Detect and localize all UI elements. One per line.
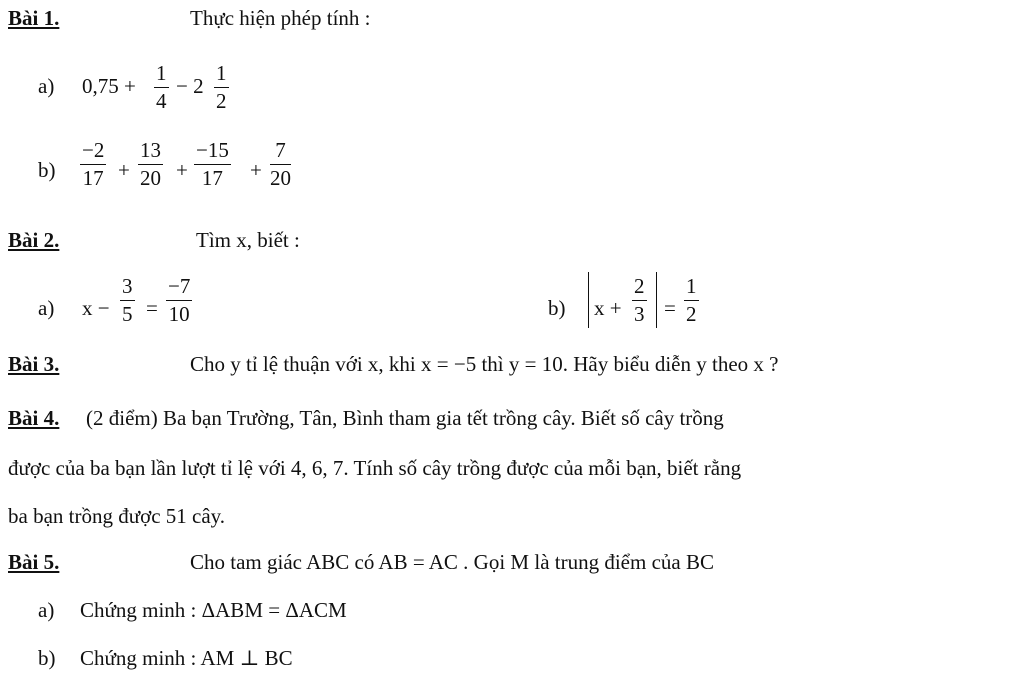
exercise-5a-text: Chứng minh : ΔABM = ΔACM [80,598,347,622]
fraction-denominator: 10 [168,302,190,326]
fraction-numerator: 2 [634,274,645,298]
fraction-numerator: −7 [168,274,191,298]
exercise-3-heading: Bài 3. [8,352,60,376]
exercise-2b-fraction-2 [684,276,699,325]
exercise-1a-expr-mid: − 2 [176,74,204,98]
exercise-1b-fraction-3 [194,140,231,189]
exercise-5-text: Cho tam giác ABC có AB = AC . Gọi M là trung điểm của BC [190,550,714,574]
fraction-numerator: 1 [156,61,167,85]
exercise-3-text: Cho y tỉ lệ thuận với x, khi x = −5 thì y = 10. Hãy biểu diễn y theo x ? [190,352,779,376]
equals-sign: = [664,296,676,320]
exercise-1-prompt: Thực hiện phép tính : [190,6,371,30]
fraction-numerator: −2 [82,138,105,162]
exercise-4-heading: Bài 4. [8,406,60,430]
fraction-numerator: 7 [275,138,286,162]
exercise-2a-lhs: x − [82,296,110,320]
fraction-denominator: 17 [82,166,104,190]
fraction-numerator: 13 [140,138,161,162]
exercise-1b-label: b) [38,158,56,182]
exercise-1b-fraction-2 [138,140,163,189]
exercise-2a-label: a) [38,296,55,320]
exercise-2a-fraction-2 [166,276,192,325]
fraction-denominator: 2 [216,89,227,113]
exercise-1-heading: Bài 1. [8,6,60,30]
exercise-2a-fraction-1 [120,276,135,325]
fraction-denominator: 20 [270,166,291,190]
fraction-denominator: 5 [122,302,133,326]
exercise-2-heading: Bài 2. [8,228,60,252]
fraction-denominator: 3 [634,302,645,326]
fraction-numerator: 3 [122,274,133,298]
absolute-value-bar-left [588,272,589,328]
exercise-5-heading: Bài 5. [8,550,60,574]
fraction-numerator: 1 [216,61,227,85]
exercise-2b-lhs: x + [594,296,622,320]
plus-operator: + [250,158,262,182]
fraction-numerator: −15 [196,138,229,162]
fraction-denominator: 17 [201,166,223,190]
exercise-1b-fraction-4 [270,140,291,189]
exercise-1a-expr-start: 0,75 + [82,74,136,98]
exercise-4-text-line-3: ba bạn trồng được 51 cây. [8,504,226,528]
fraction-denominator: 2 [686,302,697,326]
exercise-2-prompt: Tìm x, biết : [196,228,300,252]
plus-operator: + [176,158,188,182]
exercise-4-text-line-2: được của ba bạn lần lượt tỉ lệ với 4, 6, 7. Tính số cây trồng được của mỗi bạn, biết rằng [8,456,742,480]
exercise-1a-fraction-1 [154,63,169,112]
exercise-2b-fraction-1 [632,276,647,325]
exercise-2b-label: b) [548,296,566,320]
exercise-5b-label: b) [38,646,56,670]
fraction-denominator: 4 [156,89,167,113]
equals-sign: = [146,296,158,320]
exercise-1a-label: a) [38,74,55,98]
absolute-value-bar-right [656,272,657,328]
exercise-5a-label: a) [38,598,55,622]
exercise-4-text-line-1: (2 điểm) Ba bạn Trường, Tân, Bình tham gia tết trồng cây. Biết số cây trồng [86,406,724,430]
exercise-1a-fraction-2 [214,63,229,112]
fraction-numerator: 1 [686,274,697,298]
plus-operator: + [118,158,130,182]
fraction-denominator: 20 [140,166,161,190]
exercise-1b-fraction-1 [80,140,106,189]
exercise-5b-text: Chứng minh : AM ⊥ BC [80,646,293,670]
